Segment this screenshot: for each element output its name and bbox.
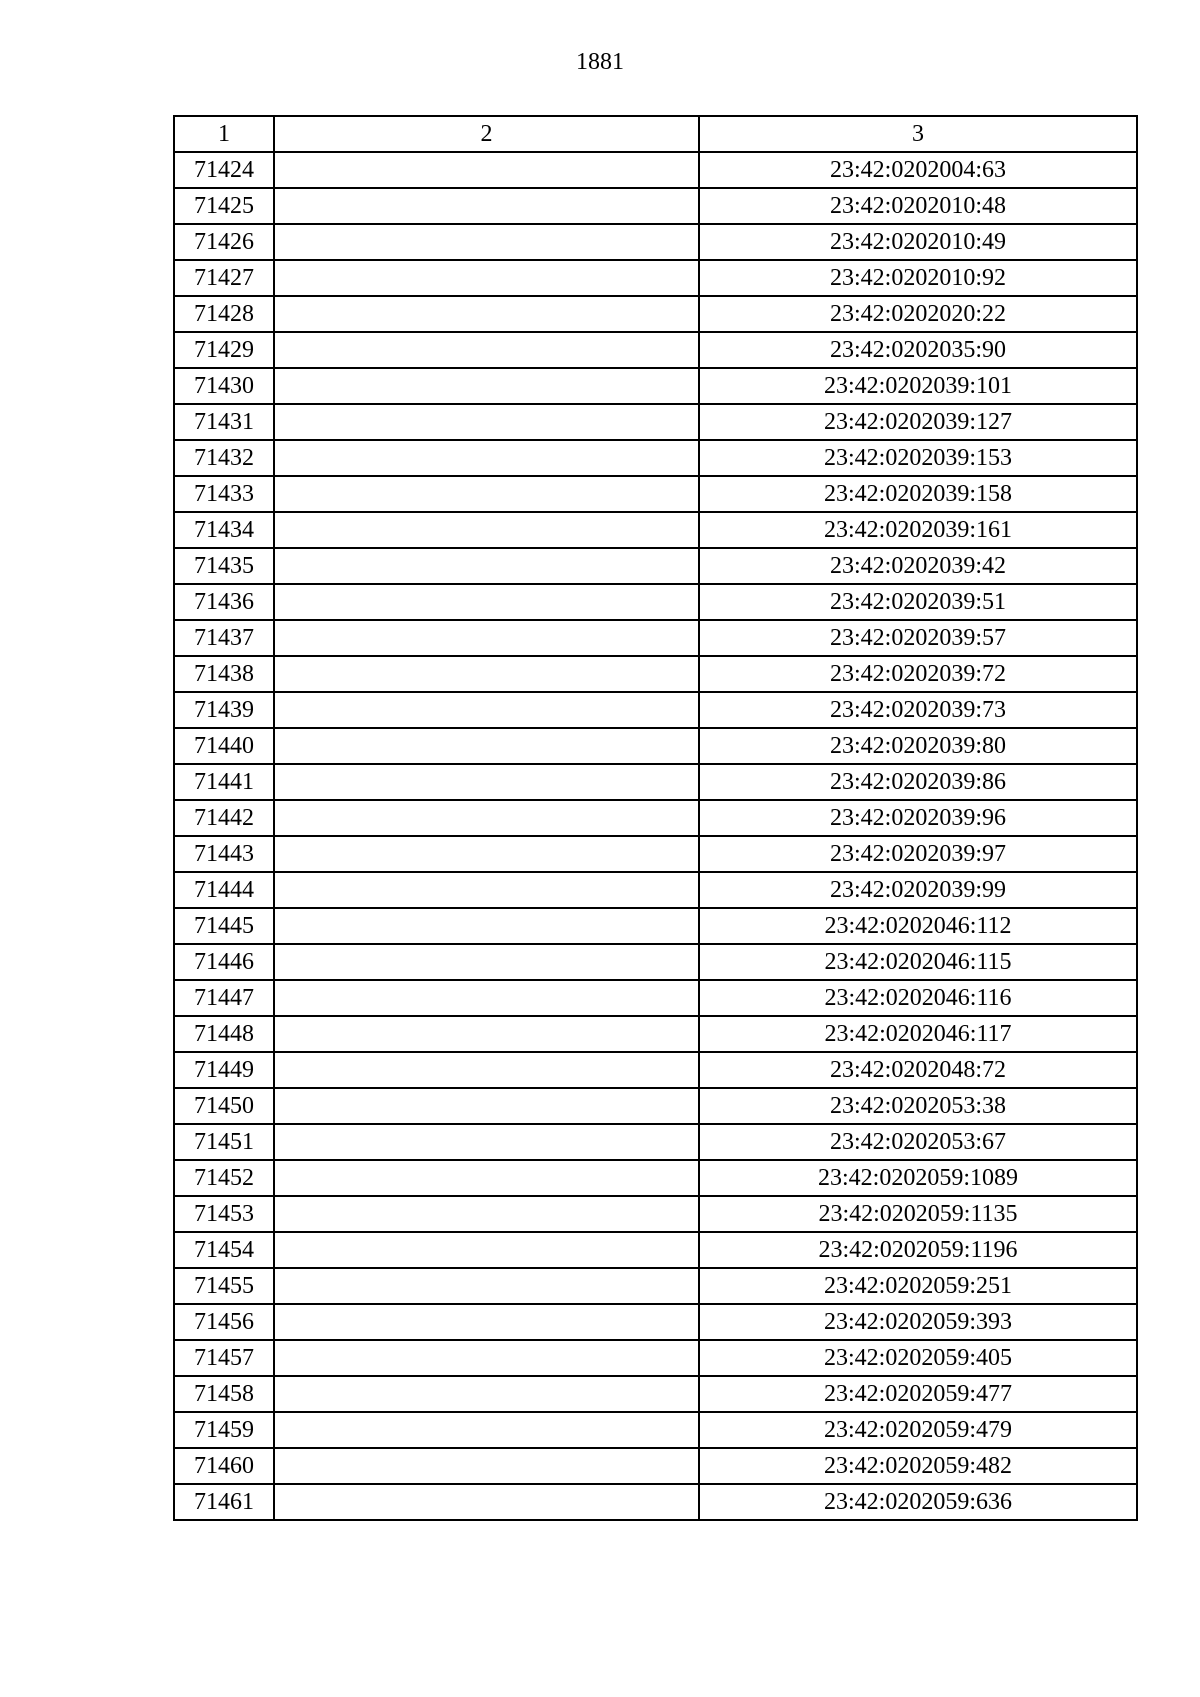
table-row [174, 1196, 1137, 1232]
table-row [174, 944, 1137, 980]
table-body [174, 152, 1137, 1520]
table-row [174, 1124, 1137, 1160]
row-number-cell: 71426 [174, 224, 274, 260]
table-row [174, 476, 1137, 512]
table-row [174, 1448, 1137, 1484]
cadastral-number-cell: 23:42:0202039:97 [699, 836, 1137, 872]
page-number: 1881 [576, 49, 624, 75]
table-row [174, 188, 1137, 224]
row-number-cell: 71458 [174, 1376, 274, 1412]
row-number-cell: 71433 [174, 476, 274, 512]
row-description-cell [274, 620, 699, 656]
row-description-cell [274, 1160, 699, 1196]
row-number-cell: 71455 [174, 1268, 274, 1304]
row-description-cell [274, 152, 699, 188]
cadastral-number-cell: 23:42:0202039:127 [699, 404, 1137, 440]
cadastral-number-cell: 23:42:0202053:38 [699, 1088, 1137, 1124]
table-row [174, 620, 1137, 656]
row-number-cell: 71449 [174, 1052, 274, 1088]
row-number-cell: 71432 [174, 440, 274, 476]
row-number-cell: 71445 [174, 908, 274, 944]
row-number-cell: 71442 [174, 800, 274, 836]
table-row [174, 836, 1137, 872]
table-row [174, 656, 1137, 692]
cadastral-number-cell: 23:42:0202059:636 [699, 1484, 1137, 1520]
row-description-cell [274, 440, 699, 476]
row-number-cell: 71425 [174, 188, 274, 224]
header-col-3: 3 [699, 116, 1137, 152]
row-description-cell [274, 1376, 699, 1412]
row-description-cell [274, 980, 699, 1016]
row-description-cell [274, 1016, 699, 1052]
cadastral-number-cell: 23:42:0202039:153 [699, 440, 1137, 476]
row-number-cell: 71434 [174, 512, 274, 548]
cadastral-number-cell: 23:42:0202059:405 [699, 1340, 1137, 1376]
row-number-cell: 71438 [174, 656, 274, 692]
row-description-cell [274, 728, 699, 764]
table-row [174, 1484, 1137, 1520]
table-row [174, 152, 1137, 188]
row-description-cell [274, 1412, 699, 1448]
row-description-cell [274, 1232, 699, 1268]
cadastral-number-cell: 23:42:0202046:112 [699, 908, 1137, 944]
row-description-cell [274, 692, 699, 728]
row-number-cell: 71429 [174, 332, 274, 368]
row-description-cell [274, 260, 699, 296]
row-description-cell [274, 296, 699, 332]
cadastral-number-cell: 23:42:0202059:1196 [699, 1232, 1137, 1268]
cadastral-number-cell: 23:42:0202004:63 [699, 152, 1137, 188]
table-row [174, 1088, 1137, 1124]
row-description-cell [274, 1196, 699, 1232]
row-description-cell [274, 1052, 699, 1088]
table-row [174, 296, 1137, 332]
cadastral-number-cell: 23:42:0202039:80 [699, 728, 1137, 764]
cadastral-number-cell: 23:42:0202039:86 [699, 764, 1137, 800]
row-description-cell [274, 476, 699, 512]
cadastral-number-cell: 23:42:0202059:251 [699, 1268, 1137, 1304]
row-description-cell [274, 188, 699, 224]
row-number-cell: 71451 [174, 1124, 274, 1160]
cadastral-number-cell: 23:42:0202039:158 [699, 476, 1137, 512]
table-row [174, 224, 1137, 260]
cadastral-number-cell: 23:42:0202039:96 [699, 800, 1137, 836]
cadastral-number-cell: 23:42:0202059:479 [699, 1412, 1137, 1448]
row-number-cell: 71461 [174, 1484, 274, 1520]
cadastral-number-cell: 23:42:0202046:117 [699, 1016, 1137, 1052]
table-row [174, 764, 1137, 800]
table-row [174, 1268, 1137, 1304]
row-description-cell [274, 224, 699, 260]
row-description-cell [274, 656, 699, 692]
cadastral-number-cell: 23:42:0202039:99 [699, 872, 1137, 908]
table-row [174, 728, 1137, 764]
row-number-cell: 71447 [174, 980, 274, 1016]
row-number-cell: 71456 [174, 1304, 274, 1340]
header-row [174, 116, 1137, 152]
row-number-cell: 71424 [174, 152, 274, 188]
cadastral-number-cell: 23:42:0202039:51 [699, 584, 1137, 620]
table-row [174, 404, 1137, 440]
row-number-cell: 71441 [174, 764, 274, 800]
row-description-cell [274, 872, 699, 908]
cadastral-number-cell: 23:42:0202035:90 [699, 332, 1137, 368]
cadastral-number-cell: 23:42:0202039:101 [699, 368, 1137, 404]
table-row [174, 1340, 1137, 1376]
table-row [174, 692, 1137, 728]
row-description-cell [274, 908, 699, 944]
table-row [174, 440, 1137, 476]
row-number-cell: 71436 [174, 584, 274, 620]
table-row [174, 512, 1137, 548]
table-row [174, 368, 1137, 404]
row-description-cell [274, 548, 699, 584]
cadastral-number-cell: 23:42:0202059:1089 [699, 1160, 1137, 1196]
row-number-cell: 71450 [174, 1088, 274, 1124]
cadastral-number-cell: 23:42:0202048:72 [699, 1052, 1137, 1088]
table-row [174, 1232, 1137, 1268]
row-number-cell: 71440 [174, 728, 274, 764]
header-col-2: 2 [274, 116, 699, 152]
table-row [174, 908, 1137, 944]
table-row [174, 800, 1137, 836]
table-row [174, 1016, 1137, 1052]
cadastral-number-cell: 23:42:0202039:42 [699, 548, 1137, 584]
table-row [174, 548, 1137, 584]
table-row [174, 1052, 1137, 1088]
row-number-cell: 71431 [174, 404, 274, 440]
row-number-cell: 71460 [174, 1448, 274, 1484]
cadastral-number-cell: 23:42:0202010:92 [699, 260, 1137, 296]
row-number-cell: 71453 [174, 1196, 274, 1232]
table-row [174, 1376, 1137, 1412]
row-number-cell: 71439 [174, 692, 274, 728]
row-number-cell: 71459 [174, 1412, 274, 1448]
header-col-1: 1 [174, 116, 274, 152]
table-header [174, 116, 1137, 152]
row-number-cell: 71430 [174, 368, 274, 404]
row-description-cell [274, 584, 699, 620]
row-number-cell: 71454 [174, 1232, 274, 1268]
cadastral-number-cell: 23:42:0202039:73 [699, 692, 1137, 728]
cadastral-number-cell: 23:42:0202059:1135 [699, 1196, 1137, 1232]
row-description-cell [274, 368, 699, 404]
row-description-cell [274, 1304, 699, 1340]
table-row [174, 584, 1137, 620]
table-row [174, 980, 1137, 1016]
row-description-cell [274, 944, 699, 980]
cadastral-number-cell: 23:42:0202039:57 [699, 620, 1137, 656]
table-row [174, 872, 1137, 908]
row-description-cell [274, 512, 699, 548]
cadastral-number-cell: 23:42:0202039:72 [699, 656, 1137, 692]
table-row [174, 1412, 1137, 1448]
row-description-cell [274, 1268, 699, 1304]
cadastral-number-cell: 23:42:0202020:22 [699, 296, 1137, 332]
row-description-cell [274, 1124, 699, 1160]
row-number-cell: 71452 [174, 1160, 274, 1196]
row-description-cell [274, 836, 699, 872]
cadastral-number-cell: 23:42:0202046:115 [699, 944, 1137, 980]
cadastral-number-cell: 23:42:0202059:482 [699, 1448, 1137, 1484]
row-number-cell: 71448 [174, 1016, 274, 1052]
cadastral-number-cell: 23:42:0202010:49 [699, 224, 1137, 260]
cadastral-number-cell: 23:42:0202039:161 [699, 512, 1137, 548]
row-number-cell: 71443 [174, 836, 274, 872]
row-number-cell: 71435 [174, 548, 274, 584]
cadastral-number-cell: 23:42:0202010:48 [699, 188, 1137, 224]
row-number-cell: 71427 [174, 260, 274, 296]
row-number-cell: 71437 [174, 620, 274, 656]
row-description-cell [274, 1088, 699, 1124]
row-number-cell: 71428 [174, 296, 274, 332]
row-description-cell [274, 764, 699, 800]
row-number-cell: 71444 [174, 872, 274, 908]
row-description-cell [274, 1484, 699, 1520]
table-row [174, 1304, 1137, 1340]
row-description-cell [274, 332, 699, 368]
cadastral-number-cell: 23:42:0202053:67 [699, 1124, 1137, 1160]
row-number-cell: 71446 [174, 944, 274, 980]
table-row [174, 260, 1137, 296]
table-row [174, 332, 1137, 368]
table-row [174, 1160, 1137, 1196]
cadastral-number-cell: 23:42:0202059:393 [699, 1304, 1137, 1340]
registry-table [173, 115, 1138, 1521]
row-description-cell [274, 404, 699, 440]
cadastral-number-cell: 23:42:0202046:116 [699, 980, 1137, 1016]
cadastral-number-cell: 23:42:0202059:477 [699, 1376, 1137, 1412]
row-number-cell: 71457 [174, 1340, 274, 1376]
row-description-cell [274, 1448, 699, 1484]
row-description-cell [274, 1340, 699, 1376]
row-description-cell [274, 800, 699, 836]
